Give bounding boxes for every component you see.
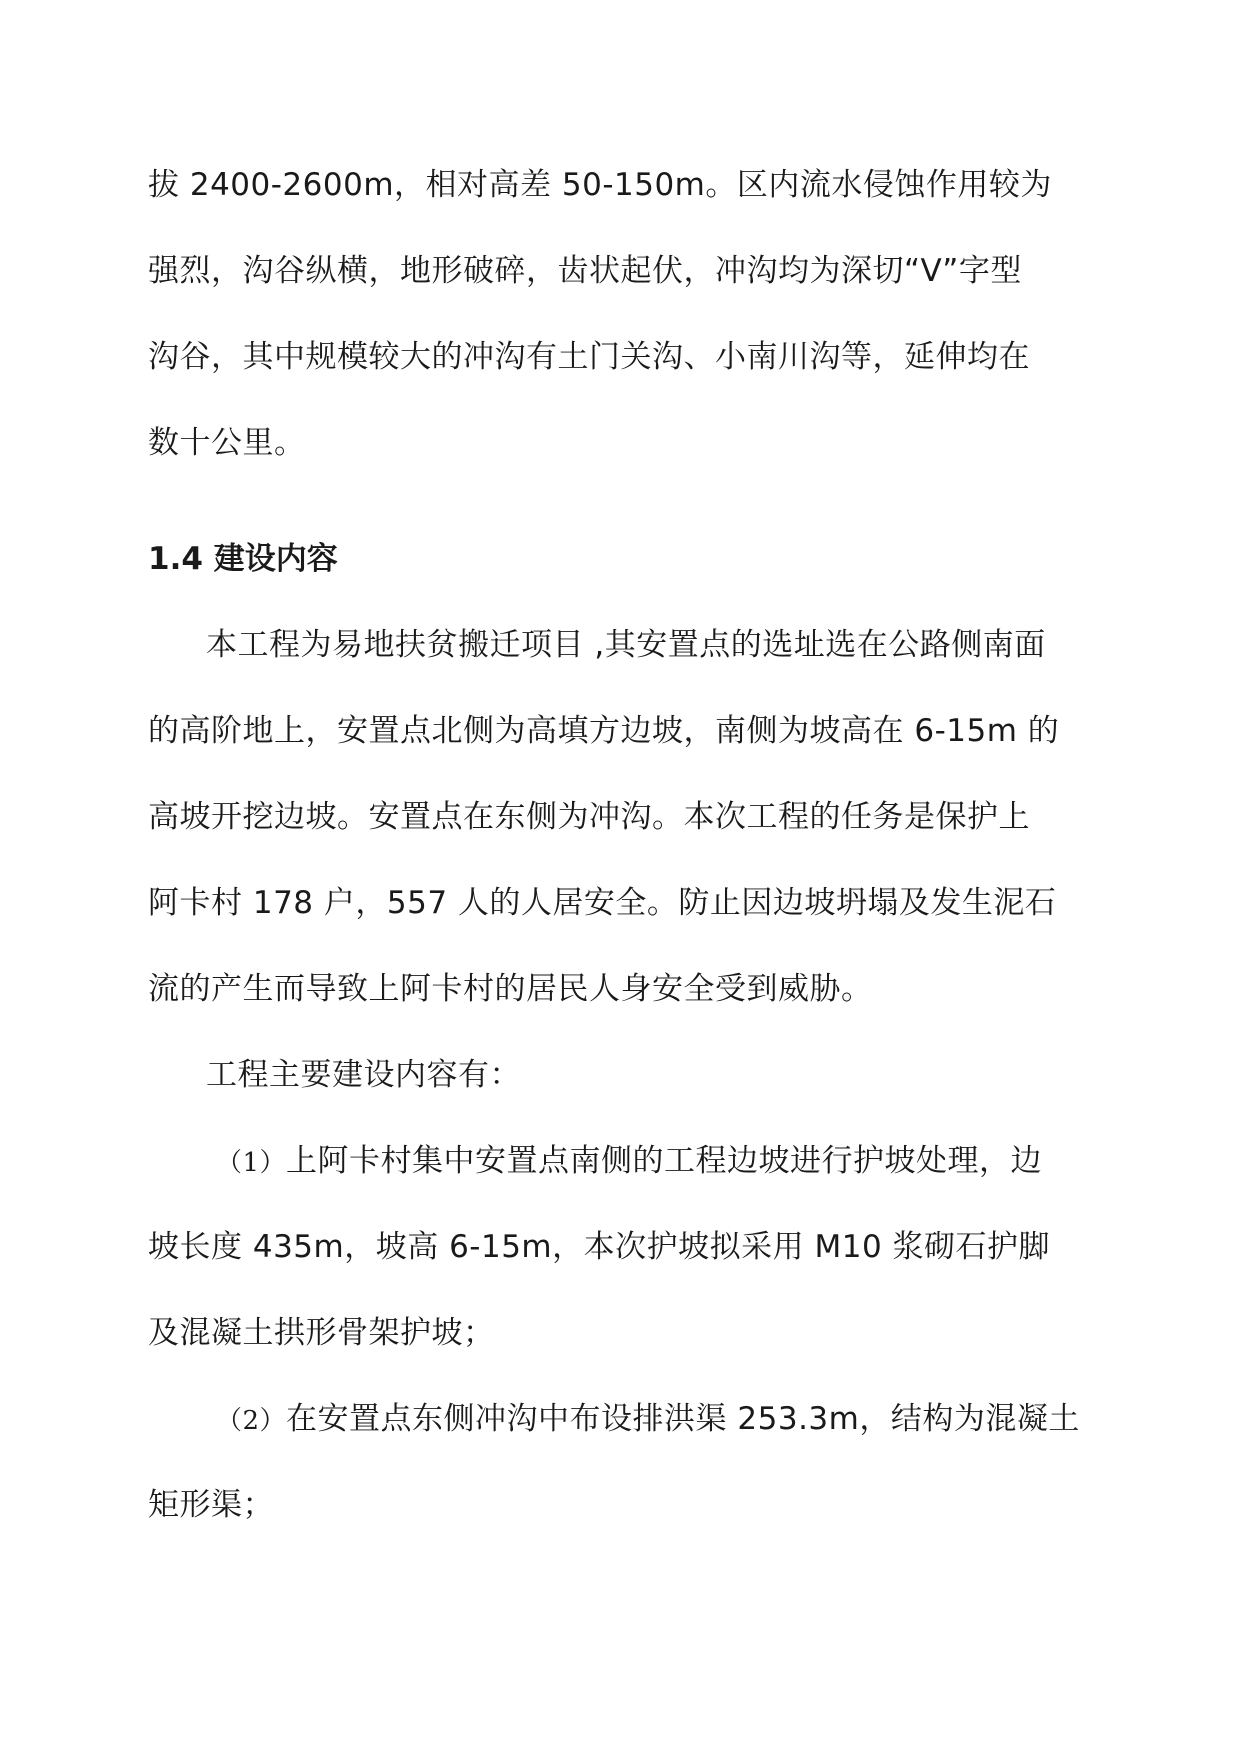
paragraph-project-overview — [148, 602, 1098, 1032]
paragraph-main-content-intro — [148, 1032, 1098, 1118]
item-number: （2） — [216, 1406, 287, 1436]
text-line: 矩形渠； — [148, 1487, 274, 1523]
text-line: 阿卡村 178 户，557 人的人居安全。防止因边坡坍塌及发生泥石 — [148, 885, 1057, 921]
text-line: 拔 2400-2600m，相对高差 50-150m。区内流水侵蚀作用较为 — [148, 167, 1052, 203]
section-heading: 1.4 建设内容 — [148, 541, 338, 577]
list-item-slope-protection — [148, 1118, 1098, 1376]
text-line: 工程主要建设内容有： — [206, 1057, 521, 1093]
text-line: 坡长度 435m，坡高 6-15m，本次护坡拟采用 M10 浆砌石护脚 — [148, 1229, 1051, 1265]
text-line: 强烈，沟谷纵横，地形破碎，齿状起伏，冲沟均为深切“V”字型 — [148, 253, 1022, 289]
text-line: 高坡开挖边坡。安置点在东侧为冲沟。本次工程的任务是保护上 — [148, 799, 1030, 835]
text-line: 及混凝土拱形骨架护坡； — [148, 1315, 495, 1351]
list-item-flood-channel — [148, 1376, 1098, 1548]
text-line — [148, 1118, 1098, 1204]
text-line: 的高阶地上，安置点北侧为高填方边坡，南侧为坡高在 6-15m 的 — [148, 713, 1060, 749]
text-line: 数十公里。 — [148, 425, 306, 461]
document-body — [148, 142, 1098, 1548]
paragraph-terrain — [148, 142, 1098, 486]
text-line: 本工程为易地扶贫搬迁项目 ,其安置点的选址选在公路侧南面 — [206, 627, 1046, 663]
text-line — [148, 1376, 1098, 1462]
item-text: 上阿卡村集中安置点南侧的工程边坡进行护坡处理，边 — [286, 1143, 1043, 1179]
text-line: 沟谷，其中规模较大的冲沟有土门关沟、小南川沟等，延伸均在 — [148, 339, 1030, 375]
item-number: （1） — [216, 1148, 287, 1178]
text-line: 流的产生而导致上阿卡村的居民人身安全受到威胁。 — [148, 971, 873, 1007]
item-text: 在安置点东侧冲沟中布设排洪渠 253.3m，结构为混凝土 — [286, 1401, 1080, 1437]
